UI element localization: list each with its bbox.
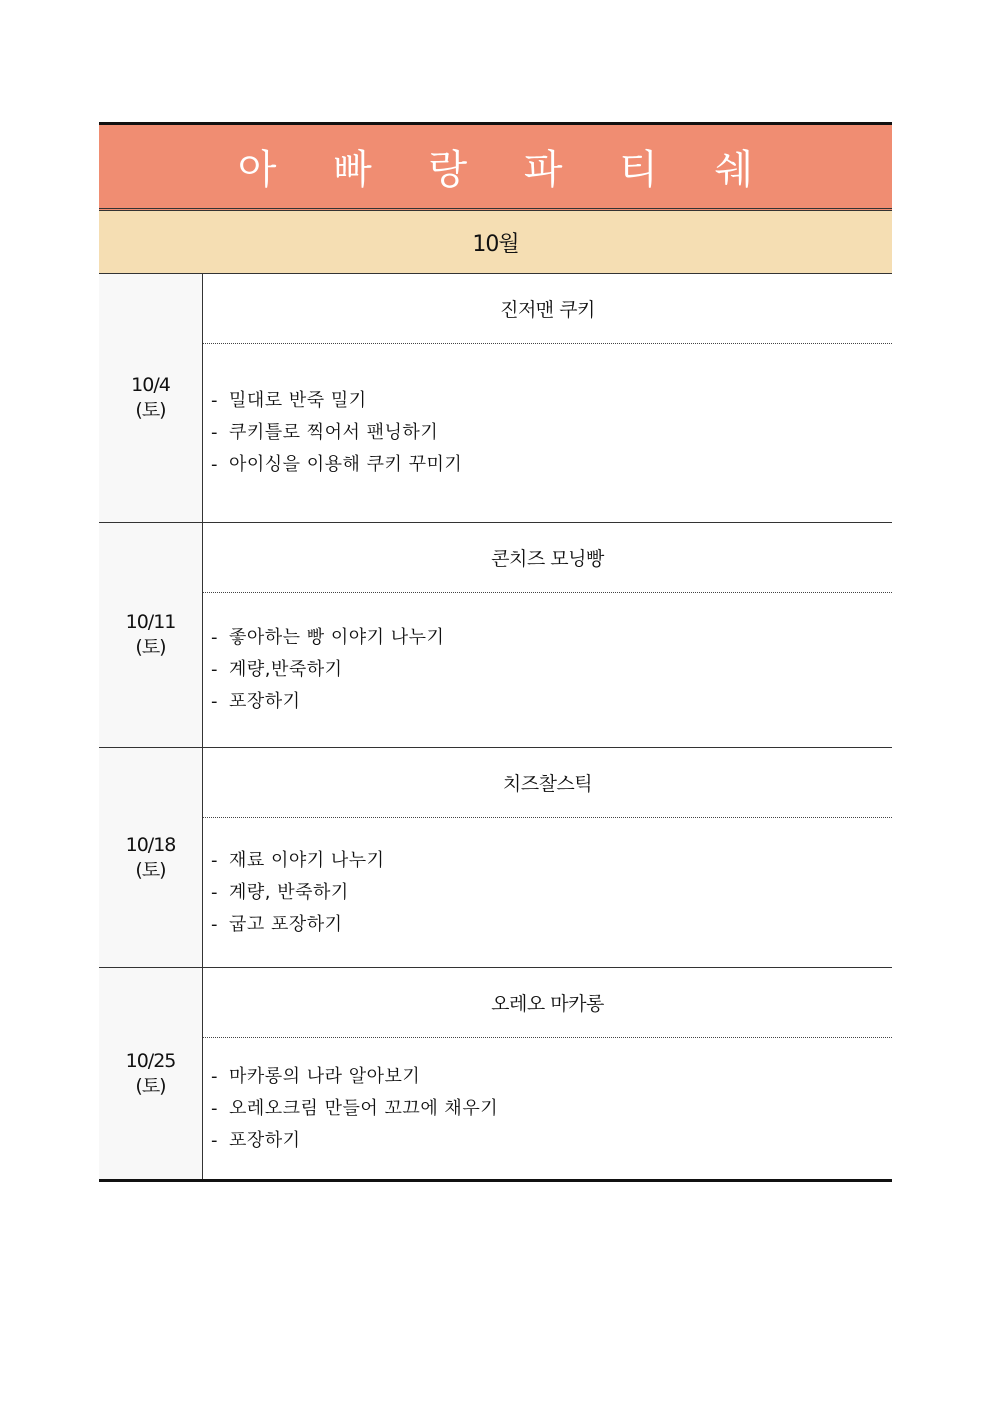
session-date: 10/11 <box>125 611 176 633</box>
bullet-dash: - <box>211 691 218 712</box>
session-day: (토) <box>135 399 166 421</box>
session-day: (토) <box>135 636 166 658</box>
activity-item <box>211 1093 892 1125</box>
activity-text: 굽고 포장하기 <box>229 913 343 935</box>
session-content <box>203 968 892 1179</box>
bullet-dash: - <box>211 659 218 680</box>
menu-title: 진저맨 쿠키 <box>203 274 892 344</box>
session-date: 10/18 <box>125 833 176 856</box>
session-day: (토) <box>135 1074 166 1097</box>
session-date: 10/25 <box>125 1049 176 1072</box>
activity-text: 포장하기 <box>229 1129 301 1151</box>
bullet-dash: - <box>211 627 218 648</box>
activity-text: 마카롱의 나라 알아보기 <box>229 1065 421 1087</box>
bullet-dash: - <box>211 881 218 903</box>
session-row <box>99 968 892 1179</box>
session-content <box>203 523 892 747</box>
activity-text: 재료 이야기 나누기 <box>229 849 385 871</box>
bullet-dash: - <box>211 422 218 443</box>
activity-text: 오레오크림 만들어 꼬끄에 채우기 <box>229 1097 499 1119</box>
activity-item <box>211 877 892 909</box>
session-row <box>99 523 892 748</box>
activity-list <box>203 344 892 522</box>
menu-title: 치즈찰스틱 <box>203 748 892 818</box>
activity-text: 계량,반죽하기 <box>229 659 343 680</box>
activity-item <box>211 845 892 877</box>
activity-item <box>211 686 892 718</box>
bullet-dash: - <box>211 1065 218 1087</box>
activity-text: 포장하기 <box>229 691 301 712</box>
page-title: 아 빠 랑 파 티 쉐 <box>237 147 776 193</box>
activity-list <box>203 818 892 967</box>
month-label: 10월 <box>472 231 519 257</box>
session-content <box>203 274 892 522</box>
session-day: (토) <box>135 858 166 881</box>
activity-item <box>211 1061 892 1093</box>
activity-text: 쿠키틀로 찍어서 팬닝하기 <box>229 422 439 443</box>
activity-list <box>203 593 892 747</box>
session-row <box>99 274 892 523</box>
session-date: 10/4 <box>131 374 170 396</box>
date-cell <box>99 748 203 967</box>
bullet-dash: - <box>211 454 218 475</box>
title-banner <box>99 125 892 211</box>
date-cell <box>99 274 203 522</box>
activity-text: 밀대로 반죽 밀기 <box>229 390 367 411</box>
activity-item <box>211 385 892 417</box>
activity-list <box>203 1038 892 1179</box>
session-row <box>99 748 892 968</box>
month-header <box>99 211 892 274</box>
bullet-dash: - <box>211 913 218 935</box>
activity-text: 계량, 반죽하기 <box>229 881 349 903</box>
activity-item <box>211 622 892 654</box>
session-content <box>203 748 892 967</box>
activity-item <box>211 909 892 941</box>
activity-item <box>211 1125 892 1157</box>
bullet-dash: - <box>211 1129 218 1151</box>
bullet-dash: - <box>211 390 218 411</box>
activity-text: 아이싱을 이용해 쿠키 꾸미기 <box>229 454 463 475</box>
menu-title: 오레오 마카롱 <box>203 968 892 1038</box>
bullet-dash: - <box>211 849 218 871</box>
date-cell <box>99 523 203 747</box>
menu-title: 콘치즈 모닝빵 <box>203 523 892 593</box>
bullet-dash: - <box>211 1097 218 1119</box>
schedule-table <box>99 122 892 1182</box>
activity-text: 좋아하는 빵 이야기 나누기 <box>229 627 445 648</box>
activity-item <box>211 417 892 449</box>
activity-item <box>211 654 892 686</box>
date-cell <box>99 968 203 1179</box>
activity-item <box>211 449 892 481</box>
